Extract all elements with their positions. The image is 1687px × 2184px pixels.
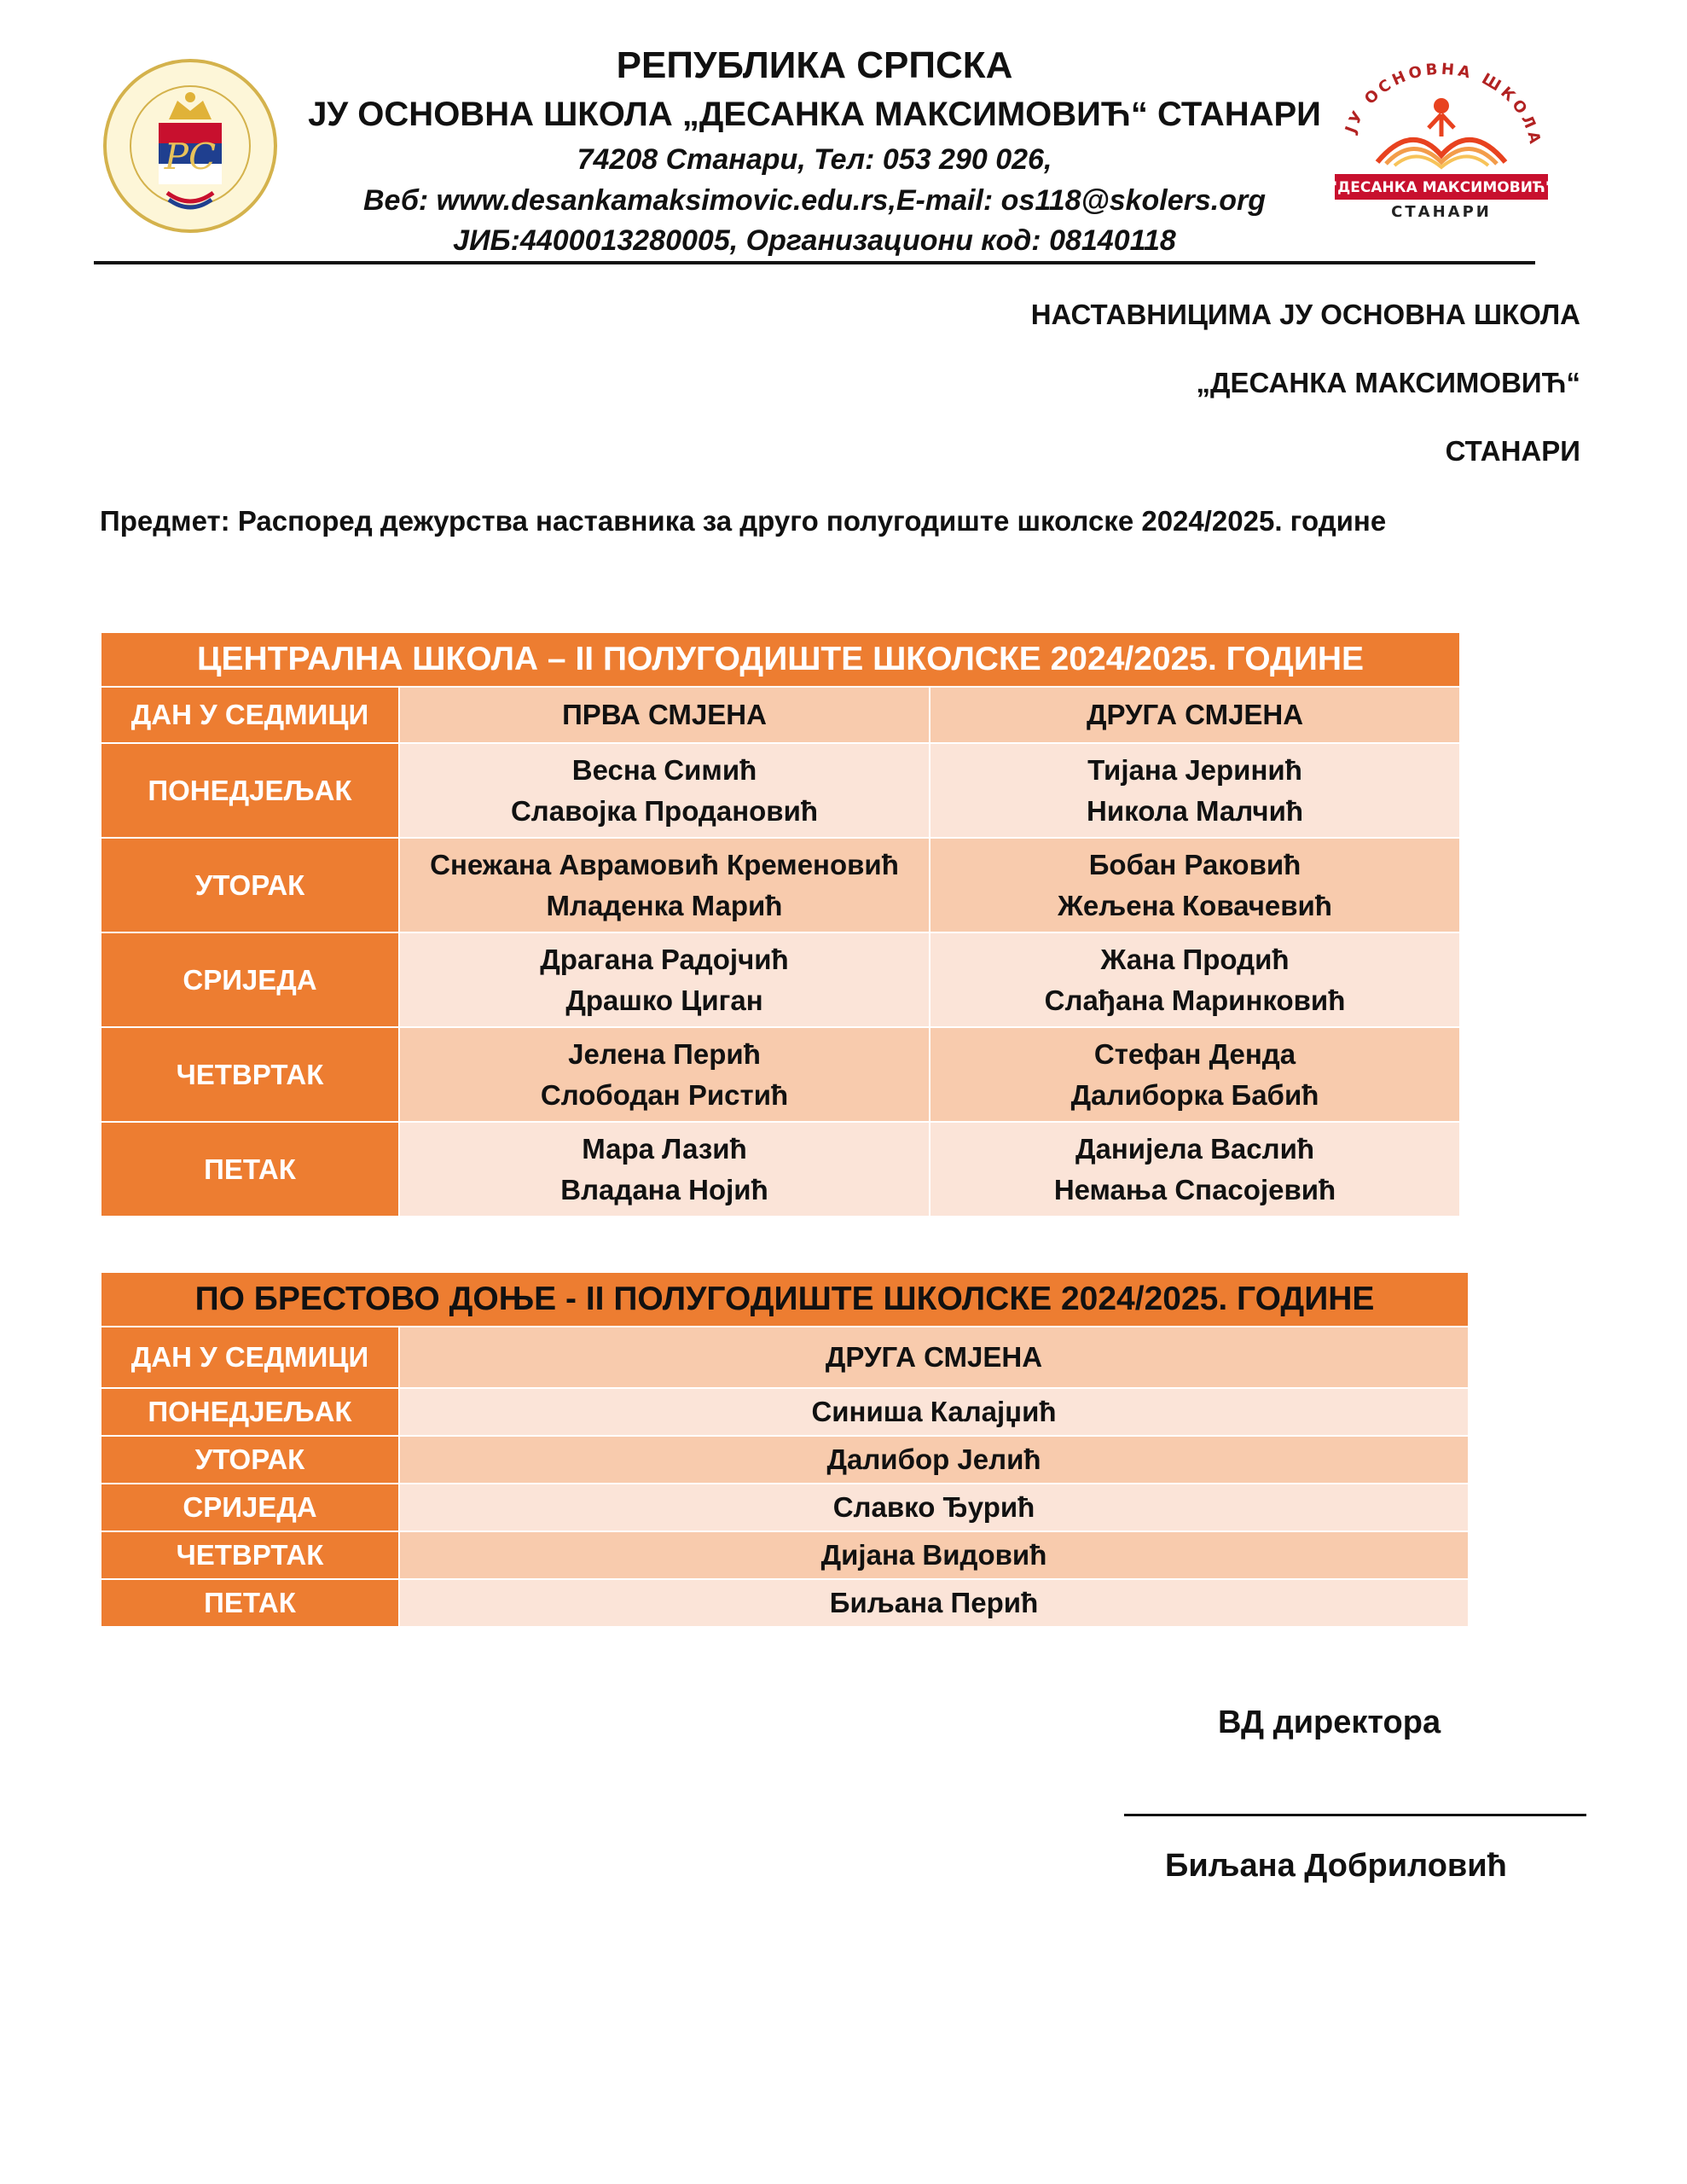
second-shift-cell: [930, 743, 1460, 838]
day-cell: ПЕТАК: [101, 1122, 399, 1217]
teacher-name: Никола Малчић: [1087, 794, 1304, 827]
teacher-name: Снежана Аврамовић Кременовић: [430, 848, 899, 880]
signature-title: ВД директора: [1218, 1705, 1441, 1740]
day-cell: ПЕТАК: [101, 1579, 399, 1627]
table-row: [101, 838, 1460, 932]
column-header-second-shift: ДРУГА СМЈЕНА: [399, 1327, 1469, 1388]
teacher-name: Драгана Радојчић: [540, 943, 789, 975]
table-title: ПО БРЕСТОВО ДОЊЕ - II ПОЛУГОДИШТЕ ШКОЛСКЕ 2024/2025. ГОДИНЕ: [101, 1272, 1469, 1327]
teacher-name: Данијела Васлић: [1075, 1132, 1315, 1165]
signature-line: [1124, 1814, 1586, 1816]
table-row: [101, 1531, 1469, 1579]
teacher-name: Јелена Перић: [568, 1037, 761, 1070]
teacher-name: Слободан Ристић: [540, 1078, 789, 1111]
teacher-name: Драшко Циган: [565, 984, 763, 1016]
header-divider: [94, 261, 1535, 264]
central-school-duty-table: [100, 631, 1461, 1217]
first-shift-cell: [399, 743, 930, 838]
day-cell: УТОРАК: [101, 1436, 399, 1484]
svg-text:РС: РС: [164, 136, 217, 177]
teacher-name: Славојка Продановић: [510, 794, 819, 827]
second-shift-cell: [930, 932, 1460, 1027]
teacher-name: Стефан Денда: [1093, 1037, 1296, 1070]
first-shift-cell: [399, 838, 930, 932]
column-header-first-shift: ПРВА СМЈЕНА: [399, 687, 930, 743]
recipient-line-3: СТАНАРИ: [1445, 435, 1580, 467]
table-row: [101, 1027, 1460, 1122]
column-header-day: ДАН У СЕДМИЦИ: [101, 1327, 399, 1388]
teacher-name: Славко Ђурић: [399, 1484, 1469, 1531]
first-shift-cell: [399, 1027, 930, 1122]
teacher-name: Весна Симић: [571, 753, 757, 786]
header-line-3: 74208 Станари, Тел: 053 290 026,: [577, 143, 1052, 176]
teacher-name: Синиша Калајџић: [399, 1388, 1469, 1436]
teacher-name: Биљана Перић: [399, 1579, 1469, 1627]
teacher-name: Мара Лазић: [582, 1132, 747, 1165]
brestovo-donje-duty-table: [100, 1271, 1470, 1628]
teacher-name: Младенка Марић: [546, 889, 783, 921]
header-line-2: ЈУ ОСНОВНА ШКОЛА „ДЕСАНКА МАКСИМОВИЋ“ СТАНАРИ: [308, 96, 1321, 133]
header-line-4: Веб: www.desankamaksimovic.edu.rs,E-mail: os118@skolers.org: [362, 184, 1267, 217]
day-cell: УТОРАК: [101, 838, 399, 932]
day-cell: ПОНЕДЈЕЉАК: [101, 743, 399, 838]
teacher-name: Жељена Ковачевић: [1058, 889, 1332, 921]
recipient-line-2: „ДЕСАНКА МАКСИМОВИЋ“: [1196, 367, 1580, 398]
second-shift-cell: [930, 838, 1460, 932]
signature-name: Биљана Добриловић: [1165, 1848, 1507, 1884]
school-logo: [1326, 61, 1557, 224]
table-row: [101, 1122, 1460, 1217]
teacher-name: Слађана Маринковић: [1044, 984, 1346, 1016]
logo-bottom-text: СТАНАРИ: [1391, 203, 1492, 221]
table-row: [101, 743, 1460, 838]
teacher-name: Дијана Видовић: [399, 1531, 1469, 1579]
teacher-name: Немања Спасојевић: [1053, 1173, 1336, 1205]
column-header-second-shift: ДРУГА СМЈЕНА: [930, 687, 1460, 743]
header-line-1: РЕПУБЛИКА СРПСКА: [616, 44, 1013, 86]
day-cell: ПОНЕДЈЕЉАК: [101, 1388, 399, 1436]
day-cell: СРИЈЕДА: [101, 932, 399, 1027]
table-row: [101, 932, 1460, 1027]
teacher-name: Бобан Раковић: [1088, 848, 1301, 880]
teacher-name: Далибор Јелић: [399, 1436, 1469, 1484]
recipient-line-1: НАСТАВНИЦИМА ЈУ ОСНОВНА ШКОЛА: [1030, 299, 1580, 330]
table-row: [101, 1388, 1469, 1436]
first-shift-cell: [399, 1122, 930, 1217]
day-cell: ЧЕТВРТАК: [101, 1027, 399, 1122]
logo-arc-text: ЈУ ОСНОВНА ШКОЛА: [1342, 61, 1545, 149]
teacher-name: Владана Нојић: [560, 1173, 768, 1205]
header-line-5: ЈИБ:4400013280005, Организациони код: 08140118: [453, 224, 1176, 257]
republika-srpska-coat-of-arms-logo: [101, 56, 280, 235]
logo-banner-text: "ДЕСАНКА МАКСИМОВИЋ": [1330, 179, 1553, 196]
table-row: [101, 1436, 1469, 1484]
first-shift-cell: [399, 932, 930, 1027]
day-cell: ЧЕТВРТАК: [101, 1531, 399, 1579]
day-cell: СРИЈЕДА: [101, 1484, 399, 1531]
teacher-name: Далиборка Бабић: [1070, 1078, 1319, 1111]
second-shift-cell: [930, 1027, 1460, 1122]
second-shift-cell: [930, 1122, 1460, 1217]
table-row: [101, 1579, 1469, 1627]
column-header-day: ДАН У СЕДМИЦИ: [101, 687, 399, 743]
subject-line: Предмет: Распоред дежурства наставника за друго полугодиште школске 2024/2025. године: [100, 505, 1387, 537]
teacher-name: Жана Продић: [1100, 943, 1290, 975]
table-title: ЦЕНТРАЛНА ШКОЛА – II ПОЛУГОДИШТЕ ШКОЛСКЕ 2024/2025. ГОДИНЕ: [101, 632, 1460, 687]
teacher-name: Тијана Јеринић: [1087, 753, 1302, 786]
table-row: [101, 1484, 1469, 1531]
